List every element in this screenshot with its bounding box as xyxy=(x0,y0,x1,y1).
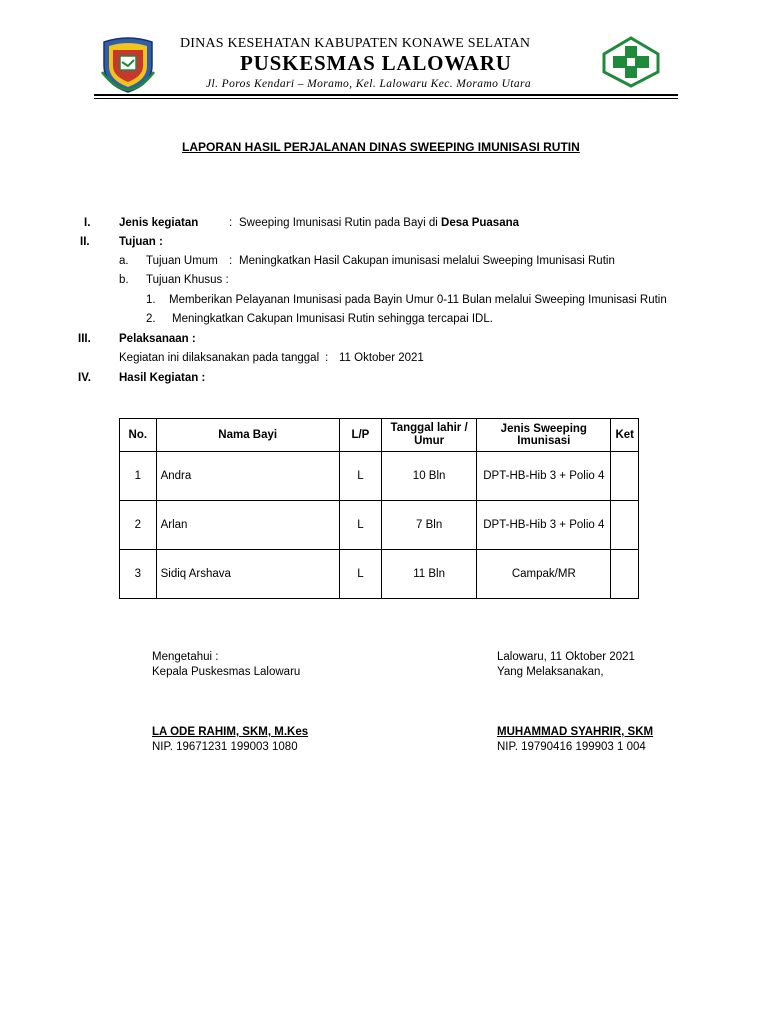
sig-right-nip: NIP. 19790416 199903 1 004 xyxy=(497,741,646,753)
goal-a-letter: a. xyxy=(119,255,129,267)
table-row xyxy=(120,550,639,599)
cell-ket xyxy=(611,501,639,550)
cell-nama: Arlan xyxy=(156,501,339,550)
goal-b-letter: b. xyxy=(119,274,129,286)
cell-lp: L xyxy=(339,452,381,501)
section-4-label: Hasil Kegiatan : xyxy=(119,372,206,384)
section-1-value xyxy=(239,217,519,229)
table-row xyxy=(120,501,639,550)
col-tanggal-lahir: Tanggal lahir / Umur xyxy=(382,419,477,452)
goal-a-label: Tujuan Umum xyxy=(146,255,218,267)
execution-date: 11 Oktober 2021 xyxy=(339,352,424,364)
sig-left-line2: Kepala Puskesmas Lalowaru xyxy=(152,666,301,678)
section-2-number: II. xyxy=(80,236,90,248)
col-nama-bayi: Nama Bayi xyxy=(156,419,339,452)
results-table xyxy=(119,418,639,599)
sig-left-nip: NIP. 19671231 199003 1080 xyxy=(152,741,298,753)
puskesmas-name: PUSKESMAS LALOWARU xyxy=(240,51,512,75)
activity-text: Sweeping Imunisasi Rutin pada Bayi di xyxy=(239,217,438,229)
col-no: No. xyxy=(120,419,157,452)
section-1-colon: : xyxy=(229,217,233,229)
cell-ket xyxy=(611,550,639,599)
specific-goal-1-text: Memberikan Pelayanan Imunisasi pada Bayin Umur 0-11 Bulan melalui Sweeping Imunisasi Rutin xyxy=(169,294,667,306)
section-1-number: I. xyxy=(84,217,91,229)
regency-shield-emblem-icon xyxy=(98,36,158,94)
col-jenis-sweeping: Jenis Sweeping Imunisasi xyxy=(477,419,611,452)
section-3-label: Pelaksanaan : xyxy=(119,333,196,345)
goal-b-label: Tujuan Khusus : xyxy=(146,274,229,286)
cell-umur: 11 Bln xyxy=(382,550,477,599)
village-name: Desa Puasana xyxy=(441,217,520,229)
table-row xyxy=(120,452,639,501)
cell-ket xyxy=(611,452,639,501)
section-1-label: Jenis kegiatan xyxy=(119,217,199,229)
cell-lp: L xyxy=(339,501,381,550)
col-ket: Ket xyxy=(611,419,639,452)
report-title: LAPORAN HASIL PERJALANAN DINAS SWEEPING IMUNISASI RUTIN xyxy=(182,140,580,154)
section-3-number: III. xyxy=(78,333,91,345)
cell-jenis: Campak/MR xyxy=(477,550,611,599)
letterhead-rule-thick xyxy=(94,94,678,96)
sig-right-line1: Lalowaru, 11 Oktober 2021 xyxy=(497,651,635,663)
cell-jenis: DPT-HB-Hib 3 + Polio 4 xyxy=(477,452,611,501)
sig-left-name: LA ODE RAHIM, SKM, M.Kes xyxy=(152,726,309,738)
goal-a-value: Meningkatkan Hasil Cakupan imunisasi melalui Sweeping Imunisasi Rutin xyxy=(239,255,615,267)
col-lp: L/P xyxy=(339,419,381,452)
cell-no: 3 xyxy=(120,550,157,599)
specific-goal-2-number: 2. xyxy=(146,313,156,325)
execution-colon: : xyxy=(325,352,329,364)
cell-jenis: DPT-HB-Hib 3 + Polio 4 xyxy=(477,501,611,550)
cell-nama: Andra xyxy=(156,452,339,501)
section-4-number: IV. xyxy=(78,372,92,384)
address: Jl. Poros Kendari – Moramo, Kel. Lalowaru Kec. Moramo Utara xyxy=(206,78,532,90)
specific-goal-1-number: 1. xyxy=(146,294,156,306)
sig-left-line1: Mengetahui : xyxy=(152,651,219,663)
sig-right-line2: Yang Melaksanakan, xyxy=(497,666,604,678)
cell-umur: 7 Bln xyxy=(382,501,477,550)
goal-a-colon: : xyxy=(229,255,233,267)
sig-right-name: MUHAMMAD SYAHRIR, SKM xyxy=(497,726,654,738)
specific-goal-2-text: Meningkatkan Cakupan Imunisasi Rutin sehingga tercapai IDL. xyxy=(172,313,493,325)
table-header-row xyxy=(120,419,639,452)
cell-nama: Sidiq Arshava xyxy=(156,550,339,599)
section-2-label: Tujuan : xyxy=(119,236,163,248)
cell-umur: 10 Bln xyxy=(382,452,477,501)
cell-no: 2 xyxy=(120,501,157,550)
cell-lp: L xyxy=(339,550,381,599)
puskesmas-green-cross-icon xyxy=(602,36,660,88)
letterhead-rule-thin xyxy=(94,98,678,99)
execution-text: Kegiatan ini dilaksanakan pada tanggal xyxy=(119,352,320,364)
cell-no: 1 xyxy=(120,452,157,501)
agency-name: DINAS KESEHATAN KABUPATEN KONAWE SELATAN xyxy=(180,36,531,51)
